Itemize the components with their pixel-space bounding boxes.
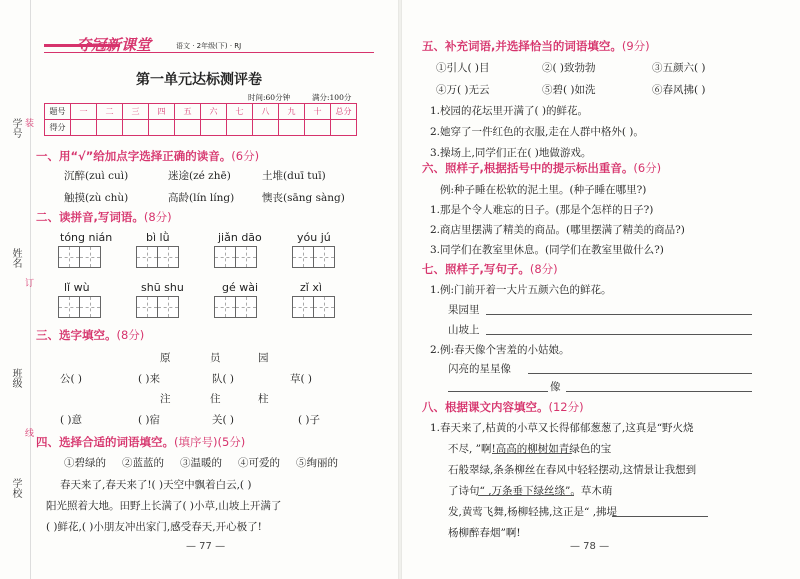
score-table-label: 题号 [45,104,71,120]
fill-blank[interactable]: ( )宿 [138,414,161,426]
passage-line: 不尽, ”啊!高高的柳树如青绿色的宝 [448,443,612,455]
writing-grid[interactable] [58,296,100,318]
score-cell[interactable] [201,120,227,136]
gutter-name-label: 姓名 [10,248,21,268]
word-fill[interactable]: ①引人( )目 [436,62,490,74]
word-fill[interactable]: ③五颜六( ) [652,62,706,74]
time-info: 时间:60分钟 [248,93,291,102]
gutter-mark: 订 [23,278,33,287]
pinyin: bì lǜ [146,231,170,244]
example: 1.例:门前开着一大片五颜六色的鲜花。 [430,284,612,296]
score-cell[interactable] [227,120,253,136]
score-table-score-row [45,120,357,136]
sentence-start: 果园里 [448,304,480,316]
score-cell[interactable] [149,120,175,136]
answer-line[interactable] [486,314,752,315]
gutter-school-label: 学校 [10,478,21,498]
sentence: 1.校园的花坛里开满了( )的鲜花。 [430,105,589,117]
writing-grid[interactable] [214,246,256,268]
passage-line: ( )鲜花,( )小朋友冲出家门,感受春天,开心极了! [46,521,262,533]
q4-heading: 四、选择合适的词语填空。(填序号)(5分) [36,435,246,449]
score-table-col: 五 [175,104,201,120]
score-table-col: 六 [201,104,227,120]
q8-heading: 八、根据课文内容填空。(12分) [422,400,584,414]
score-table-col: 一 [71,104,97,120]
score-table [44,103,357,136]
sentence: 3.操场上,同学们正在( )地做游戏。 [430,147,592,159]
q3-heading: 三、选字填空。(8分) [36,328,145,342]
score-cell[interactable] [123,120,149,136]
fill-blank[interactable]: 队( ) [212,373,235,385]
passage-line: 春天来了,春天来了!( )天空中飘着白云,( ) [60,479,252,491]
sentence: 2.商店里摆满了精美的商品。(哪里摆满了精美的商品?) [430,224,685,236]
passage-line: 1.春天来了,枯黄的小草又长得郁郁葱葱了,这真是“野火烧 [430,422,694,434]
answer-line[interactable] [486,334,752,335]
sentence-start: 闪亮的星星像 [448,363,511,375]
fill-blank[interactable]: ( )来 [138,373,161,385]
q5-heading: 五、补充词语,并选择恰当的词语填空。(9分) [422,39,650,53]
passage-line: 了诗句“ ,万条垂下绿丝绦”。草木萌 [448,485,613,497]
q1-heading: 一、用“√”给加点字选择正确的读音。(6分) [36,149,260,163]
score-table-col: 九 [279,104,305,120]
passage-line: 发,黄莺飞舞,杨柳轻拂,这正是“ ,拂堤 [448,506,618,518]
gutter-mark: 线 [23,428,33,437]
page-number: — 77 — [186,541,226,552]
fill-blank[interactable]: ( )子 [298,414,321,426]
pinyin: shū shu [141,281,184,294]
answer-line[interactable] [566,391,752,392]
score-cell[interactable] [71,120,97,136]
example: 2.例:春天像个害羞的小姑娘。 [430,344,570,356]
score-table-col: 十 [305,104,331,120]
option-char: 园 [258,352,269,364]
score-table-col: 总分 [331,104,357,120]
q2-heading: 二、读拼音,写词语。(8分) [36,210,172,224]
writing-grid[interactable] [58,246,100,268]
sentence: 3.同学们在教室里休息。(同学们在教室里做什么?) [430,244,664,256]
fill-blank[interactable]: ( )意 [60,414,83,426]
brand-logo: 夺冠新课堂 [76,36,152,54]
passage-line: 杨柳醉春烟”啊! [448,527,521,539]
fill-blank[interactable]: 公( ) [60,373,83,385]
fill-blank[interactable]: 草( ) [290,373,313,385]
word-option: ①碧绿的 [64,457,106,469]
score-table-col: 四 [149,104,175,120]
word-option: ②蓝蓝的 [122,457,164,469]
writing-grid[interactable] [136,296,178,318]
word-option: ④可爱的 [238,457,280,469]
passage-line: 阳光照着大地。田野上长满了( )小草,山坡上开满了 [46,500,282,512]
word-fill[interactable]: ②( )致勃勃 [542,62,596,74]
q1-item: 懊丧(sāng sàng) [262,192,345,204]
pinyin: gé wài [222,281,259,294]
page-title: 第一单元达标测评卷 [136,72,262,88]
writing-grid[interactable] [292,296,334,318]
answer-line[interactable] [612,516,708,517]
left-page [0,0,398,579]
writing-grid[interactable] [292,246,334,268]
answer-line[interactable] [448,391,548,392]
score-cell[interactable] [305,120,331,136]
answer-line[interactable] [528,373,752,374]
q1-item: 土堆(duī tuī) [262,170,326,182]
gutter-number-label: 学号 [10,118,21,138]
score-table-col: 三 [123,104,149,120]
option-char: 原 [160,352,171,364]
word-fill[interactable]: ⑤碧( )如洗 [542,84,596,96]
gutter-mark: 装 [23,118,33,127]
passage-line: 石般翠绿,条条柳丝在春风中轻轻摆动,这情景让我想到 [448,464,697,476]
option-char: 注 [160,393,171,405]
score-cell[interactable] [175,120,201,136]
writing-grid[interactable] [136,246,178,268]
pinyin: yóu jú [297,231,331,244]
score-table-label: 得分 [45,120,71,136]
fill-blank[interactable]: 关( ) [212,414,235,426]
page-number: — 78 — [570,541,610,552]
pinyin: jiǎn dāo [218,231,262,244]
word-option: ③温暖的 [180,457,222,469]
word-fill[interactable]: ④万( )无云 [436,84,490,96]
score-cell[interactable] [331,120,357,136]
answer-line[interactable] [478,495,574,496]
gutter-class-label: 班级 [10,368,21,388]
score-cell[interactable] [253,120,279,136]
subject-label: 语文 · 2年级(下) · RJ [176,42,242,50]
score-cell[interactable] [97,120,123,136]
score-table-header-row [45,104,357,120]
score-cell[interactable] [279,120,305,136]
q1-item: 迷途(zé zhē) [168,170,231,182]
sentence-start: 山坡上 [448,324,480,336]
score-table-col: 二 [97,104,123,120]
q7-heading: 七、照样子,写句子。(8分) [422,262,558,276]
pinyin: lǐ wù [64,281,90,294]
sentence-mid: 像 [550,381,561,393]
q6-heading: 六、照样子,根据括号中的提示标出重音。(6分) [422,161,662,175]
word-option: ⑤绚丽的 [296,457,338,469]
score-table-col: 七 [227,104,253,120]
score-info: 满分:100分 [312,93,352,102]
pinyin: zǐ xì [300,281,322,294]
header-rule [44,52,374,53]
word-fill[interactable]: ⑥春风拂( ) [652,84,706,96]
score-table-col: 八 [253,104,279,120]
q1-item: 沉醉(zuì cuì) [64,170,129,182]
right-page [402,0,800,579]
sentence: 2.她穿了一件红色的衣服,走在人群中格外( )。 [430,126,644,138]
writing-grid[interactable] [214,296,256,318]
option-char: 住 [210,393,221,405]
sentence: 1.那是个令人难忘的日子。(那是个怎样的日子?) [430,204,654,216]
option-char: 柱 [258,393,269,405]
answer-line[interactable] [492,453,572,454]
option-char: 员 [210,352,221,364]
pinyin: tóng nián [60,231,113,244]
example: 例:种子睡在松软的泥土里。(种子睡在哪里?) [440,184,647,196]
q1-item: 触摸(zù chù) [64,192,129,204]
q1-item: 高龄(lín líng) [168,192,235,204]
